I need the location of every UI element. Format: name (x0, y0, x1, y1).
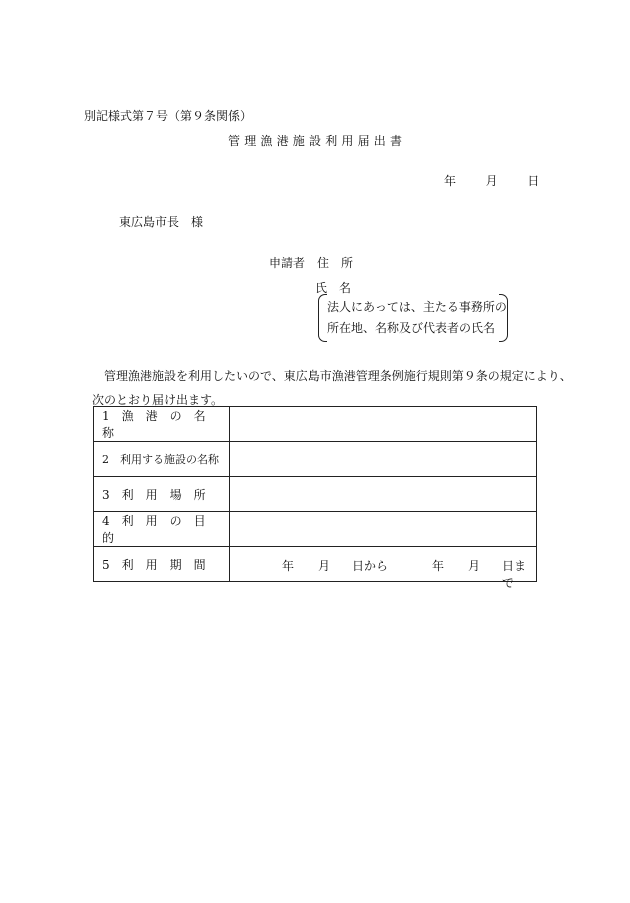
fishing-port-name-field[interactable] (230, 407, 537, 442)
period-to-year: 年 (432, 559, 445, 573)
period-to-day: 日まで (502, 559, 527, 590)
applicant-name-label: 氏 名 (315, 281, 352, 295)
applicant-address-label: 申請者 住 所 (269, 256, 354, 270)
table-row (94, 407, 537, 442)
addressee: 東広島市長 様 (119, 215, 204, 229)
usage-purpose-label: 4 利 用 の 目 的 (94, 512, 230, 547)
body-text (92, 364, 572, 412)
period-from-month: 月 (318, 559, 331, 573)
usage-location-field[interactable] (230, 477, 537, 512)
body-text-line2: 次のとおり届け出ます。 (92, 393, 224, 407)
date-day-label: 日 (527, 174, 540, 188)
usage-location-label: 3 利 用 場 所 (94, 477, 230, 512)
body-text-line1: 管理漁港施設を利用したいので、東広島市漁港管理条例施行規則第９条の規定により、 (92, 369, 572, 383)
period-from-year: 年 (282, 559, 295, 573)
usage-purpose-field[interactable] (230, 512, 537, 547)
submission-date (444, 172, 539, 189)
corporation-note (318, 294, 508, 342)
facility-name-label: 2 利用する施設の名称 (94, 442, 230, 477)
left-bracket (318, 294, 327, 342)
form-number: 別記様式第７号（第９条関係） (84, 109, 253, 123)
table-row (94, 512, 537, 547)
corporation-note-line1: 法人にあっては、主たる事務所の (327, 300, 507, 314)
date-year-label: 年 (444, 174, 457, 188)
period-from-day: 日から (352, 559, 389, 573)
application-table (93, 406, 537, 590)
document-title: 管理漁港施設利用届出書 (228, 134, 407, 148)
corporation-note-line2: 所在地、名称及び代表者の氏名 (327, 321, 496, 335)
fishing-port-name-label: 1 漁 港 の 名 称 (94, 407, 230, 442)
facility-name-field[interactable] (230, 442, 537, 477)
table-row (94, 477, 537, 512)
table-row (94, 442, 537, 477)
date-month-label: 月 (485, 174, 498, 188)
usage-period-field[interactable] (230, 547, 537, 590)
period-to-month: 月 (468, 559, 481, 573)
table-row (94, 547, 537, 582)
usage-period-label: 5 利 用 期 間 (94, 547, 230, 582)
